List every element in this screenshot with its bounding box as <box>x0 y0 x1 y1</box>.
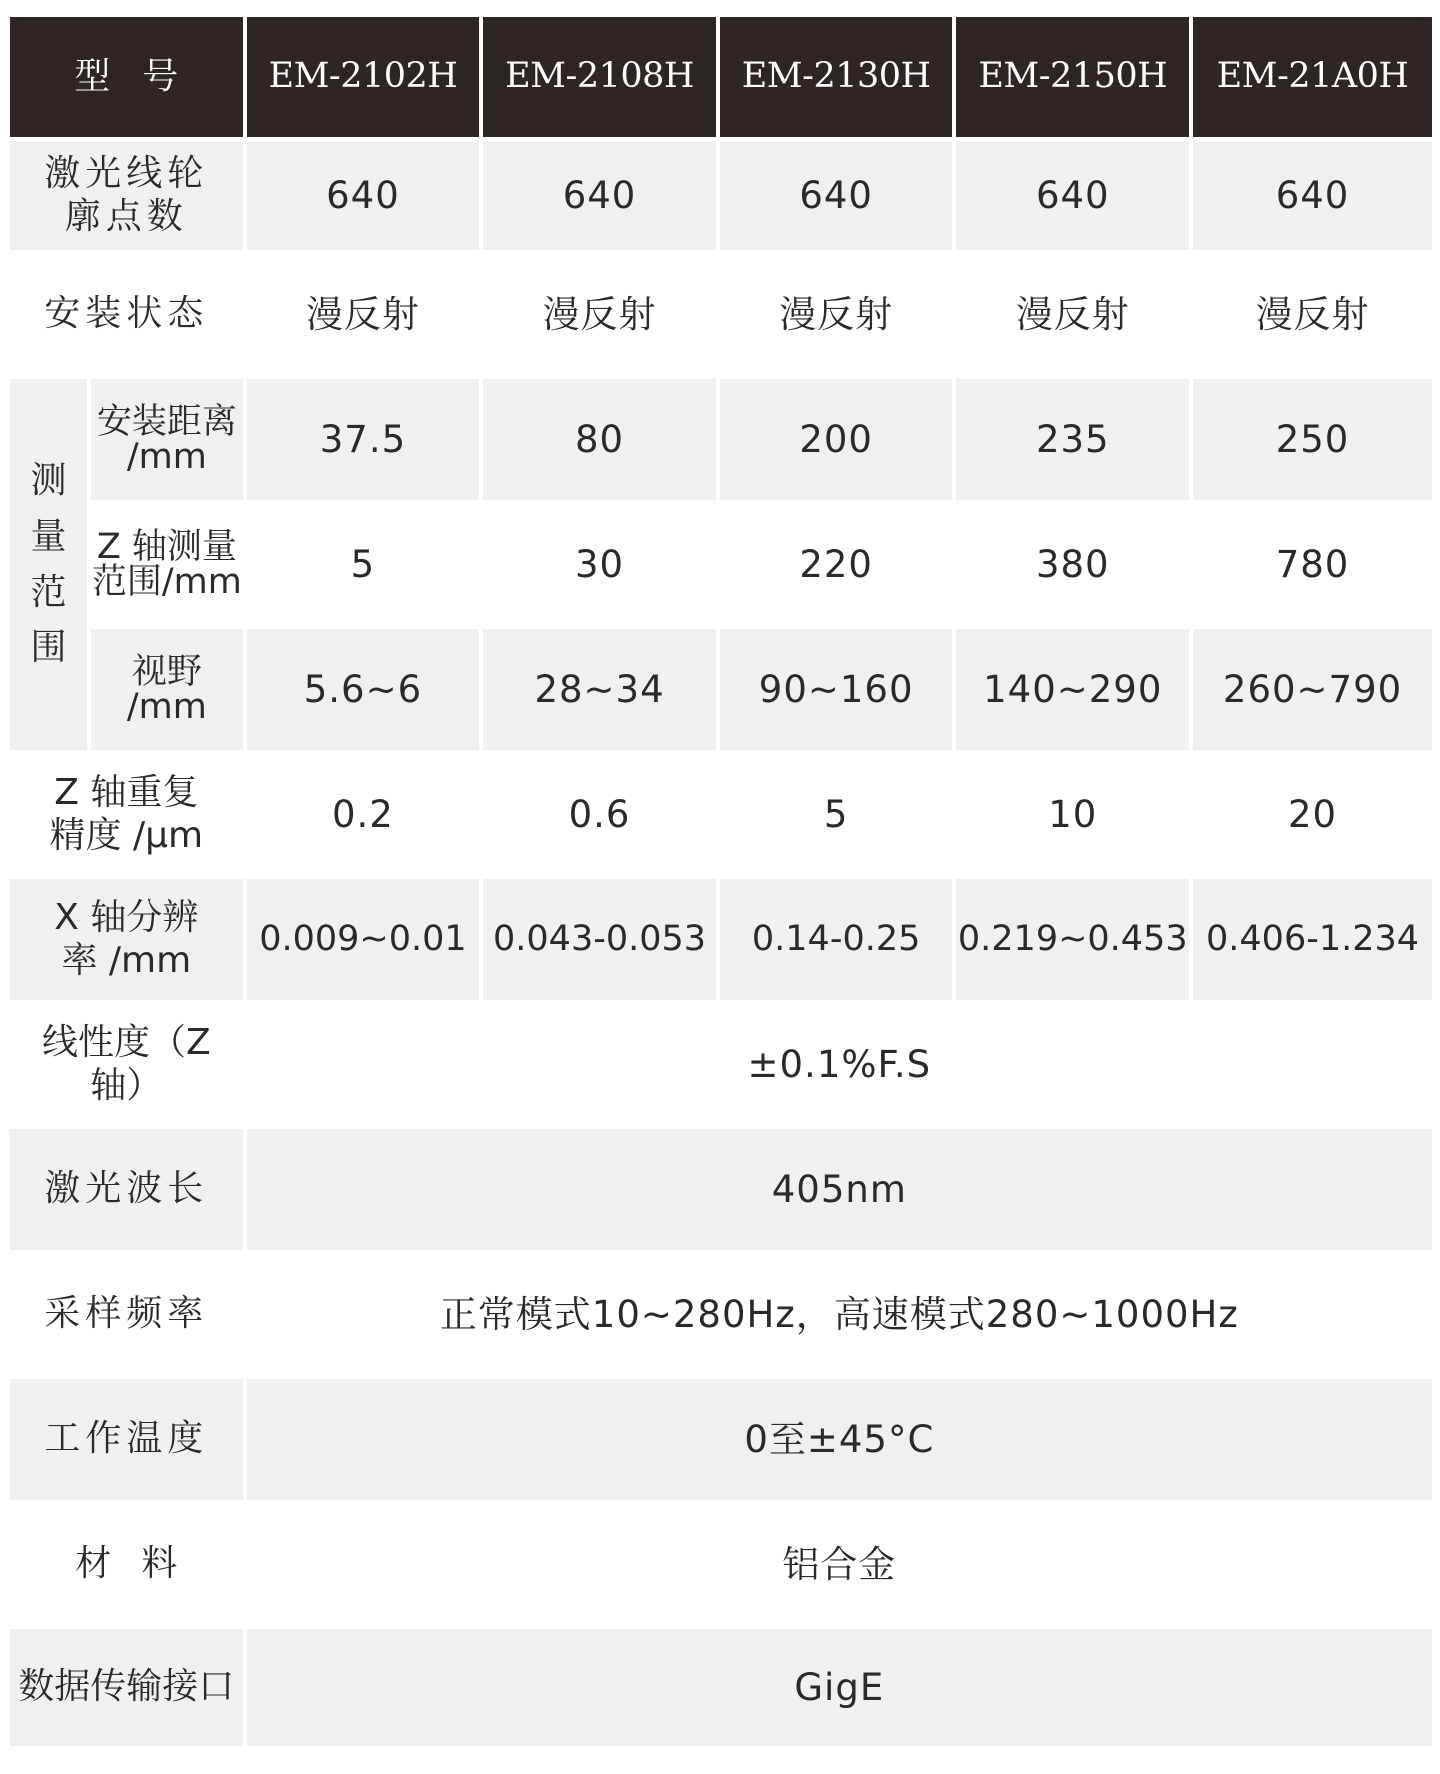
cell-value: 0.043-0.053 <box>483 879 720 1004</box>
row-x-res <box>10 879 1432 1004</box>
row-label <box>10 141 247 254</box>
row-z-range <box>10 504 1432 629</box>
row-label-line: /mm <box>126 436 207 477</box>
spec-table <box>10 17 1432 1750</box>
cell-value-span: ±0.1%F.S <box>247 1004 1432 1129</box>
cell-value: 0.2 <box>247 754 484 879</box>
row-label-line: 激光线轮 <box>44 153 209 195</box>
row-label <box>10 754 247 879</box>
row-label <box>10 879 247 1004</box>
cell-value: 235 <box>956 379 1193 504</box>
cell-value: 0.009~0.01 <box>247 879 484 1004</box>
row-label-line: /mm <box>126 686 207 727</box>
row-label: 数据传输接口 <box>10 1629 247 1750</box>
cell-value: 640 <box>720 141 957 254</box>
cell-value-span: 0至±45°C <box>247 1379 1432 1504</box>
row-label: 激光波长 <box>10 1129 247 1254</box>
cell-value: 0.14-0.25 <box>720 879 957 1004</box>
cell-value: 640 <box>956 141 1193 254</box>
cell-value: 640 <box>483 141 720 254</box>
cell-value: 28~34 <box>483 629 720 754</box>
cell-value-span: 正常模式10~280Hz，高速模式280~1000Hz <box>247 1254 1432 1379</box>
row-label: 工作温度 <box>10 1379 247 1504</box>
cell-value: 37.5 <box>247 379 484 504</box>
group-char: 围 <box>30 627 67 669</box>
model-header: EM-21A0H <box>1193 17 1432 141</box>
group-char: 测 <box>30 459 67 501</box>
cell-value: 漫反射 <box>720 254 957 379</box>
cell-value: 30 <box>483 504 720 629</box>
cell-value: 250 <box>1193 379 1432 504</box>
cell-value: 5.6~6 <box>247 629 484 754</box>
cell-value: 80 <box>483 379 720 504</box>
cell-value: 5 <box>247 504 484 629</box>
row-label-line: X 轴分辨 <box>54 897 199 939</box>
row-label: 线性度（Z 轴） <box>10 1004 247 1129</box>
cell-value: 640 <box>247 141 484 254</box>
row-distance <box>10 379 1432 504</box>
row-points <box>10 141 1432 254</box>
cell-value: 漫反射 <box>247 254 484 379</box>
row-label <box>91 629 247 754</box>
group-char: 量 <box>30 515 67 557</box>
cell-value: 漫反射 <box>1193 254 1432 379</box>
row-label-line: 范围/mm <box>91 561 242 602</box>
cell-value: 0.6 <box>483 754 720 879</box>
model-header: EM-2150H <box>956 17 1193 141</box>
cell-value: 140~290 <box>956 629 1193 754</box>
row-label-line: 精度 /μm <box>49 814 204 856</box>
row-label-line: 视野 <box>131 651 202 692</box>
cell-value-span: GigE <box>247 1629 1432 1750</box>
row-fov <box>10 629 1432 754</box>
cell-value: 漫反射 <box>956 254 1193 379</box>
row-mount <box>10 254 1432 379</box>
row-label: 材料 <box>10 1504 247 1629</box>
cell-value: 0.219~0.453 <box>956 879 1193 1004</box>
cell-value-span: 405nm <box>247 1129 1432 1254</box>
row-label: 采样频率 <box>10 1254 247 1379</box>
row-label-line: 安装距离 <box>96 401 237 442</box>
cell-value: 260~790 <box>1193 629 1432 754</box>
cell-value: 200 <box>720 379 957 504</box>
model-header: EM-2102H <box>247 17 484 141</box>
cell-value: 90~160 <box>720 629 957 754</box>
cell-value-span: 铝合金 <box>247 1504 1432 1629</box>
row-label <box>91 379 247 504</box>
row-material <box>10 1504 1432 1629</box>
row-sampling <box>10 1254 1432 1379</box>
cell-value: 220 <box>720 504 957 629</box>
model-header: EM-2108H <box>483 17 720 141</box>
row-interface <box>10 1629 1432 1750</box>
cell-value: 780 <box>1193 504 1432 629</box>
row-label: 安装状态 <box>10 254 247 379</box>
header-row <box>10 17 1432 141</box>
cell-value: 漫反射 <box>483 254 720 379</box>
row-label-line: Z 轴测量 <box>96 526 237 567</box>
model-header: EM-2130H <box>720 17 957 141</box>
group-char: 范 <box>30 571 67 613</box>
row-label-line: 廓点数 <box>64 195 188 237</box>
cell-value: 380 <box>956 504 1193 629</box>
row-linearity <box>10 1004 1432 1129</box>
row-z-repeat <box>10 754 1432 879</box>
cell-value: 640 <box>1193 141 1432 254</box>
row-temperature <box>10 1379 1432 1504</box>
row-wavelength <box>10 1129 1432 1254</box>
measure-group-label <box>10 379 91 754</box>
row-label <box>91 504 247 629</box>
cell-value: 20 <box>1193 754 1432 879</box>
header-label: 型号 <box>10 17 247 141</box>
cell-value: 10 <box>956 754 1193 879</box>
cell-value: 5 <box>720 754 957 879</box>
row-label-line: 率 /mm <box>61 939 192 981</box>
cell-value: 0.406-1.234 <box>1193 879 1432 1004</box>
row-label-line: Z 轴重复 <box>54 772 199 814</box>
